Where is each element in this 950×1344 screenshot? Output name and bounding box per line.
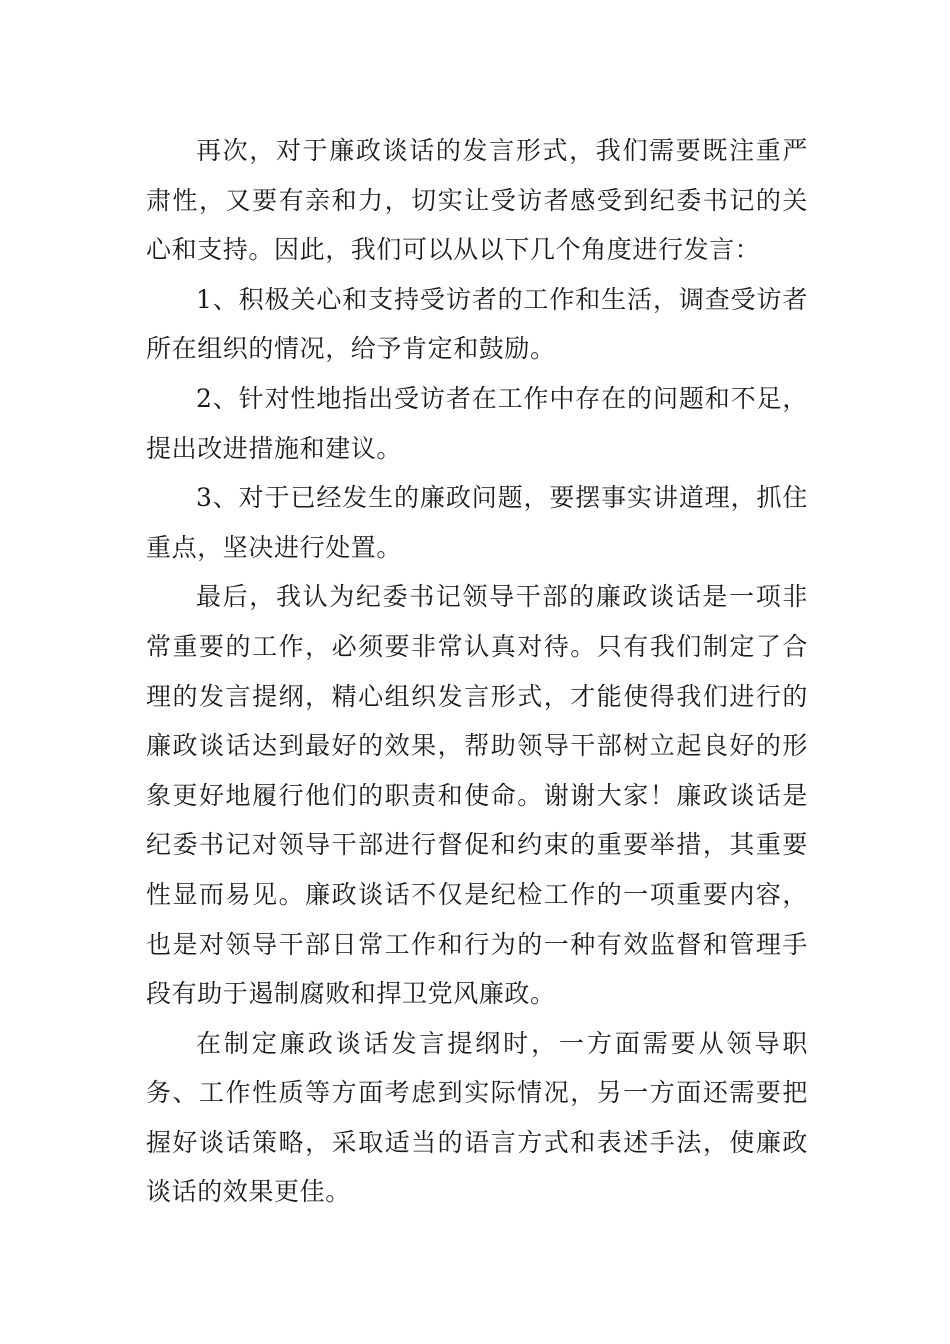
paragraph-point-3: 3、对于已经发生的廉政问题，要摆事实讲道理，抓住重点，坚决进行处置。 — [146, 483, 808, 562]
document-body — [146, 126, 808, 1217]
paragraph-point-2: 2、针对性地指出受访者在工作中存在的问题和不足，提出改进措施和建议。 — [146, 383, 808, 463]
paragraph-outline: 在制定廉政谈话发言提纲时，一方面需要从领导职务、工作性质等方面考虑到实际情况，另一方面还需要把握好谈话策略，采取适当的语言方式和表述手法，使廉政谈话的效果更佳。 — [146, 1028, 808, 1207]
paragraph-intro: 再次，对于廉政谈话的发言形式，我们需要既注重严肃性，又要有亲和力，切实让受访者感受到纪委书记的关心和支持。因此，我们可以从以下几个角度进行发言： — [146, 136, 808, 265]
paragraph-point-1: 1、积极关心和支持受访者的工作和生活，调查受访者所在组织的情况，给予肯定和鼓励。 — [146, 284, 808, 364]
paragraph-conclusion: 最后，我认为纪委书记领导干部的廉政谈话是一项非常重要的工作，必须要非常认真对待。只有我们制定了合理的发言提纲，精心组织发言形式，才能使得我们进行的廉政谈话达到最好的效果，帮助领导干部树立起良好的形象更好地履行他们的职责和使命。谢谢大家！廉政谈话是纪委书记对领导干部进行督促和约束的重要举措，其重要性显而易见。廉政谈话不仅是纪检工作的一项重要内容，也是对领导干部日常工作和行为的一种有效监督和管理手段有助于遏制腐败和捍卫党风廉政。 — [146, 582, 808, 1009]
